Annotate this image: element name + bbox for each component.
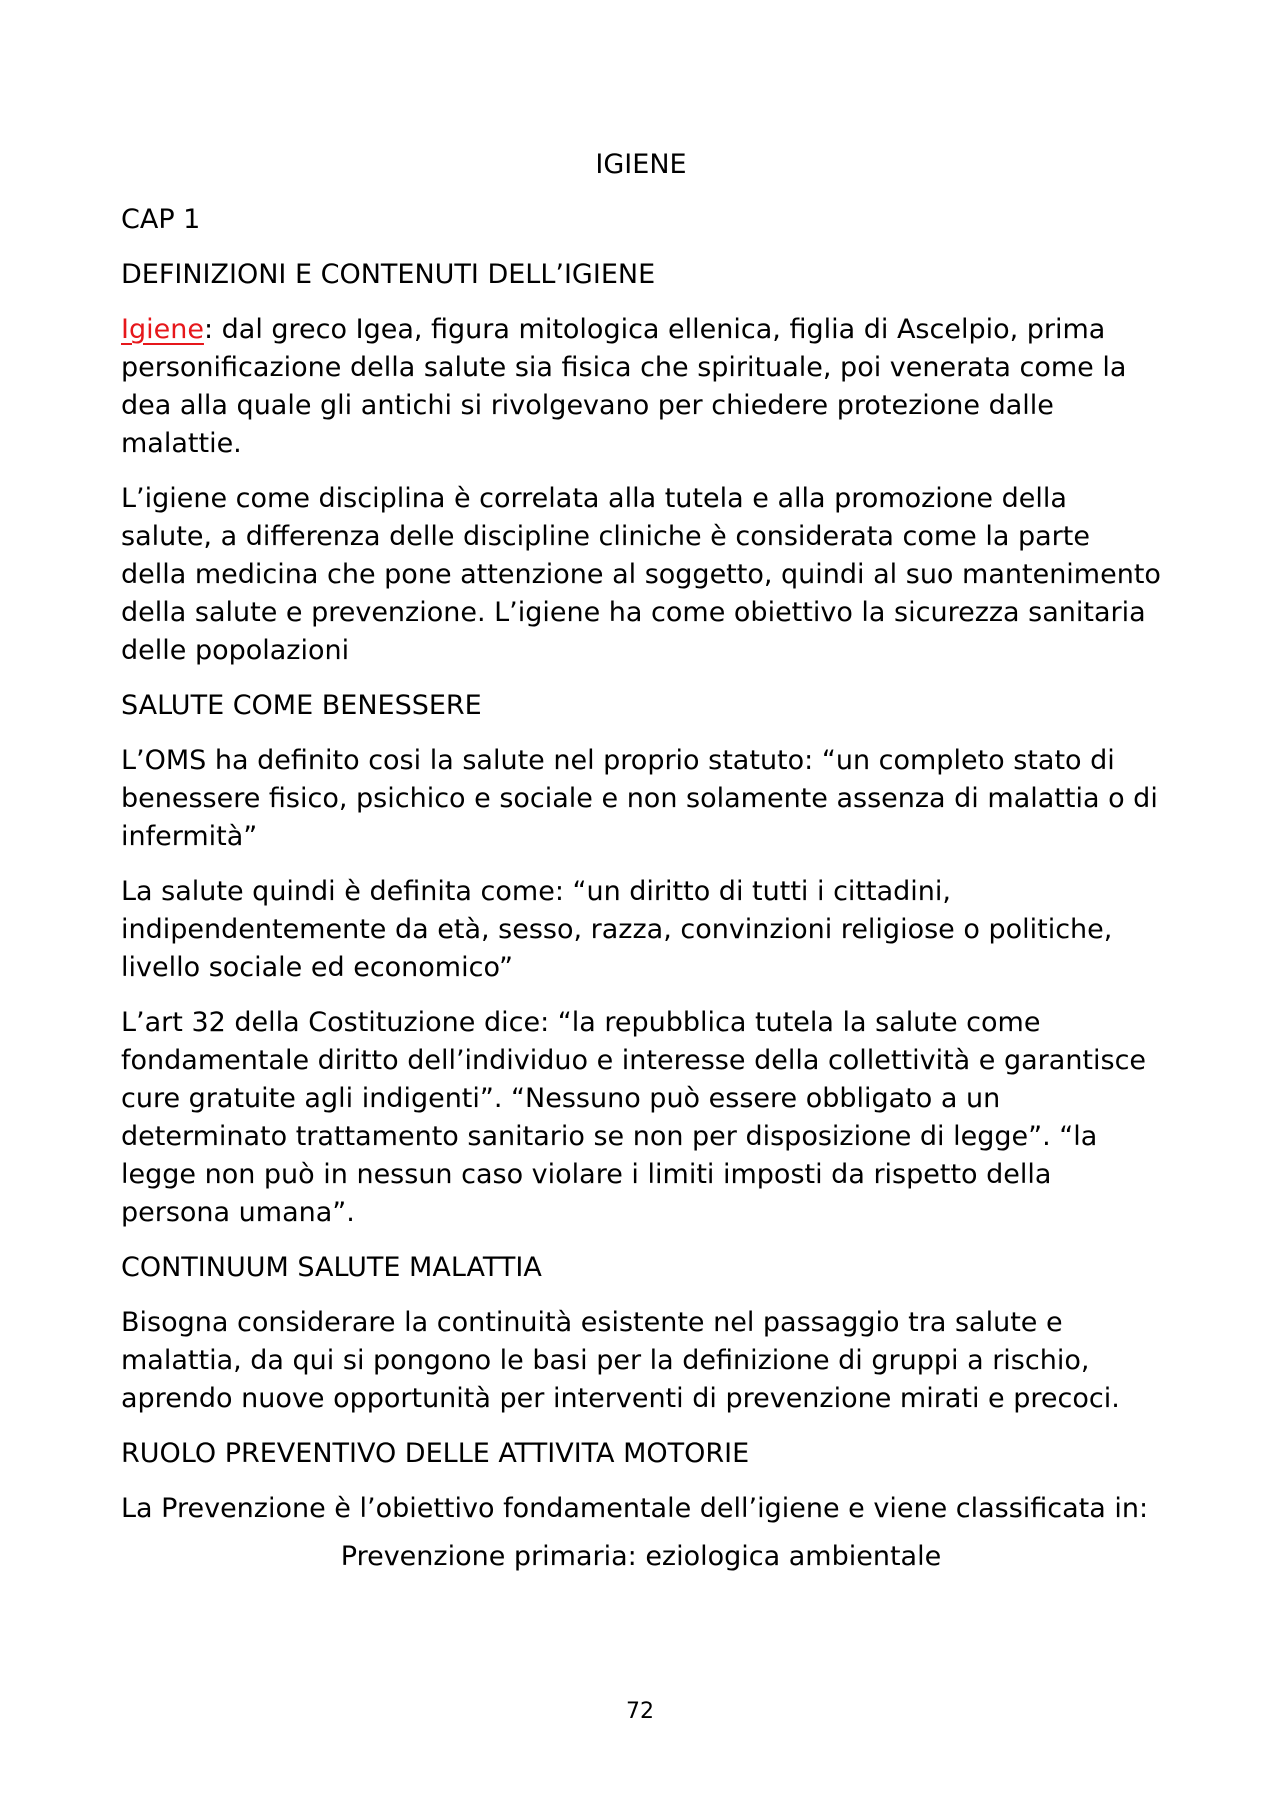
paragraph-prevenzione: La Prevenzione è l’obiettivo fondamentale dell’igiene e viene classificata in: — [121, 1493, 1149, 1524]
chapter-label: CAP 1 — [121, 204, 201, 235]
paragraph-continuita: Bisogna considerare la continuità esistente nel passaggio tra salute e malattia, da qui si pongono le basi per la definizione di gruppi a rischio, aprendo nuove opportunità per interventi di prevenzione mirati e precoci. — [121, 1307, 1120, 1414]
paragraph-diritto: La salute quindi è definita come: “un diritto di tutti i cittadini, indipendentemente da età, sesso, razza, convinzioni religiose o politiche, livello sociale ed economico” — [121, 876, 1113, 983]
paragraph-disciplina: L’igiene come disciplina è correlata alla tutela e alla promozione della salute, a differenza delle discipline cliniche è considerata come la parte della medicina che pone attenzione al soggetto, quindi al suo mantenimento della salute e prevenzione. L’igiene ha come obiettivo la sicurezza sanitaria delle popolazioni — [121, 483, 1161, 666]
prevention-item-primary: Prevenzione primaria: eziologica ambientale — [340, 1541, 942, 1572]
paragraph-oms: L’OMS ha definito cosi la salute nel proprio statuto: “un completo stato di benessere fisico, psichico e sociale e non solamente assenza di malattia o di infermità” — [121, 745, 1158, 852]
section-heading-definizioni: DEFINIZIONI E CONTENUTI DELL’IGIENE — [121, 259, 656, 290]
section-heading-ruolo-preventivo: RUOLO PREVENTIVO DELLE ATTIVITA MOTORIE — [121, 1438, 750, 1469]
page-content — [121, 146, 1161, 1576]
paragraph-costituzione: L’art 32 della Costituzione dice: “la repubblica tutela la salute come fondamentale diritto dell’individuo e interesse della collettività e garantisce cure gratuite agli indigenti”. “Nessuno può essere obbligato a un determinato trattamento sanitario se non per disposizione di legge”. “la legge non può in nessun caso violare i limiti imposti da rispetto della persona umana”. — [121, 1007, 1147, 1228]
page-number: 72 — [626, 1699, 654, 1724]
definition-text: : dal greco Igea, figura mitologica ellenica, figlia di Ascelpio, prima personificazione della salute sia fisica che spirituale, poi venerata come la dea alla quale gli antichi si rivolgevano per chiedere protezione dalle malattie. — [121, 314, 1127, 459]
definition-term: Igiene — [121, 314, 204, 345]
section-heading-salute-benessere: SALUTE COME BENESSERE — [121, 690, 482, 721]
definition-paragraph — [121, 311, 1161, 463]
document-title: IGIENE — [595, 149, 687, 180]
section-heading-continuum: CONTINUUM SALUTE MALATTIA — [121, 1252, 542, 1283]
